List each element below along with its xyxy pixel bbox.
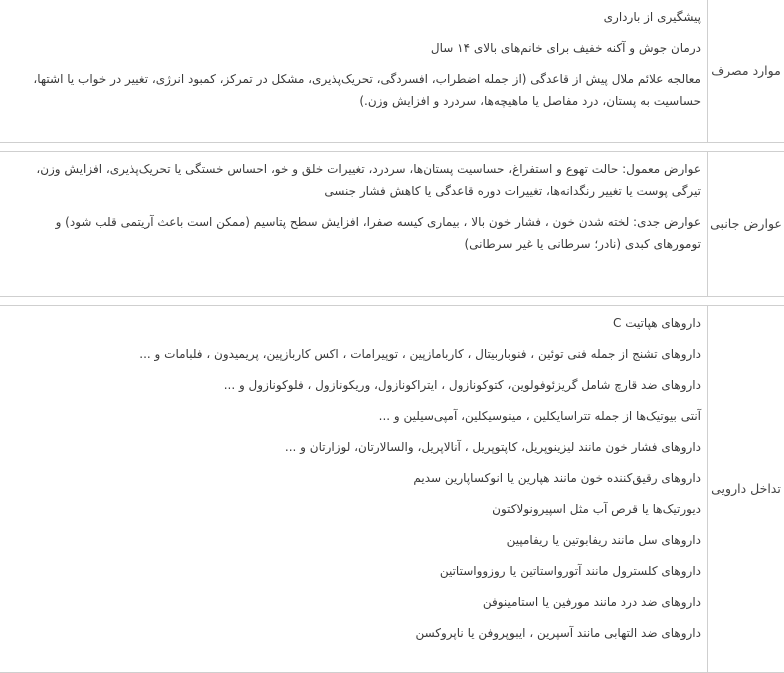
usage-label: موارد مصرف	[708, 0, 784, 143]
side-effects-content	[0, 152, 708, 297]
interaction-item: داروهای رقیق‌کننده خون مانند هپارین یا انوکساپارین سدیم	[8, 467, 701, 489]
usage-row	[0, 0, 784, 143]
side-effects-row	[0, 152, 784, 297]
interaction-item: داروهای ضد التهابی مانند آسپرین ، ایبوپروفن یا ناپروکسن	[8, 622, 701, 644]
interaction-item: داروهای کلسترول مانند آتورواستاتین یا روزوواستاتین	[8, 560, 701, 582]
usage-item: پیشگیری از بارداری	[8, 6, 701, 28]
side-effects-label: عوارض جانبی	[708, 152, 784, 297]
row-spacer	[0, 143, 784, 152]
usage-item: درمان جوش و آکنه خفیف برای خانم‌های بالای ۱۴ سال	[8, 37, 701, 59]
usage-item: معالجه علائم ملال پیش از قاعدگی (از جمله اضطراب، افسردگی، تحریک‌پذیری، مشکل در تمرکز، کمبود انرژی، تغییر در خواب یا اشتها، حساسیت به پستان، درد مفاصل یا ماهیچه‌ها، سردرد و افزایش وزن.)	[8, 68, 701, 112]
interaction-item: داروهای ضد قارچ شامل گریزئوفولوین، کتوکونازول ، ایتراکونازول، وریکونازول ، فلوکونازول و ...	[8, 374, 701, 396]
interactions-content	[0, 306, 708, 673]
spacer-cell	[0, 143, 784, 152]
side-effect-item: عوارض معمول: حالت تهوع و استفراغ، حساسیت پستان‌ها، سردرد، تغییرات خلق و خو، احساس خستگی یا تحریک‌پذیری، افزایش وزن، تیرگی پوست یا تغییر رنگدانه‌ها، تغییرات دوره قاعدگی یا کاهش فشار جنسی	[8, 158, 701, 202]
interaction-item: داروهای تشنج از جمله فنی توئین ، فنوباربیتال ، کاربامازپین ، توپیرامات ، اکس کاربازپین، پریمیدون ، فلبامات و ...	[8, 343, 701, 365]
interactions-row	[0, 306, 784, 673]
interaction-item: دیورتیک‌ها یا قرص آب مثل اسپیرونولاکتون	[8, 498, 701, 520]
interaction-item: داروهای هپاتیت C	[8, 312, 701, 334]
usage-content	[0, 0, 708, 143]
interactions-label: تداخل دارویی	[708, 306, 784, 673]
row-spacer	[0, 297, 784, 306]
interaction-item: آنتی بیوتیک‌ها از جمله تتراسایکلین ، مینوسیکلین، آمپی‌سیلین و ...	[8, 405, 701, 427]
spacer-cell	[0, 297, 784, 306]
interaction-item: داروهای ضد درد مانند مورفین یا استامینوفن	[8, 591, 701, 613]
side-effect-item: عوارض جدی: لخته شدن خون ، فشار خون بالا ، بیماری کیسه صفرا، افزایش سطح پتاسیم (ممکن است باعث آریتمی قلب شود) و تومورهای کبدی (نادر؛ سرطانی یا غیر سرطانی)	[8, 211, 701, 255]
interaction-item: داروهای فشار خون مانند لیزینوپریل، کاپتوپریل ، آنالاپریل، والسالارتان، لوزارتان و ...	[8, 436, 701, 458]
interaction-item: داروهای سل مانند ریفابوتین یا ریفامپین	[8, 529, 701, 551]
